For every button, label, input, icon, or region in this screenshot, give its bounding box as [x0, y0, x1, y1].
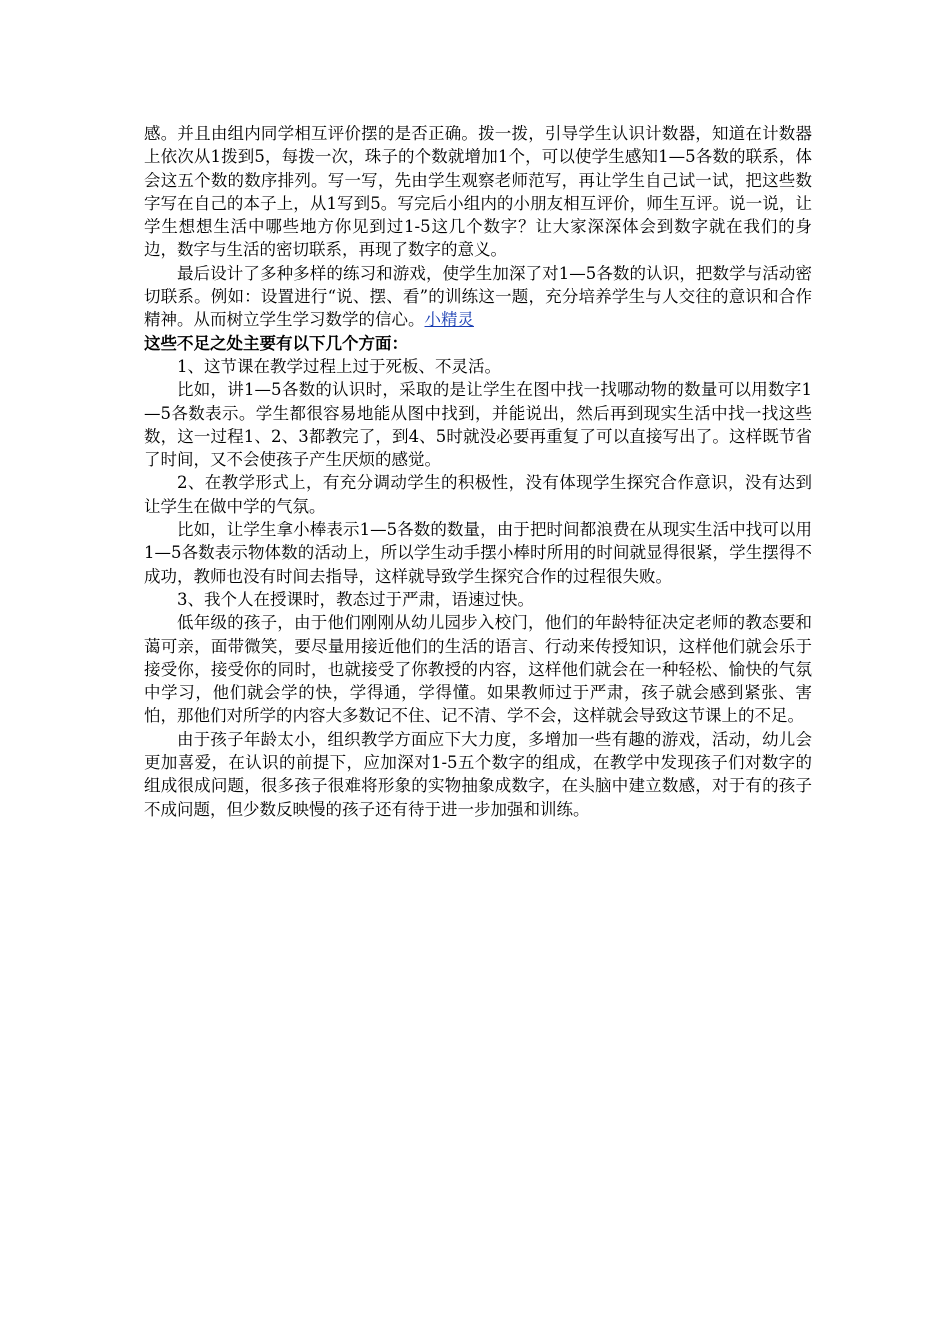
section-heading: 这些不足之处主要有以下几个方面： — [144, 333, 408, 353]
paragraph-continuation: 感。并且由组内同学相互评价摆的是否正确。拨一拨，引导学生认识计数器，知道在计数器上依次从1拨到5，每拨一次，珠子的个数就增加1个，可以使学生感知1—5各数的联系，体会这五个数的数序排列。写一写，先由学生观察老师范写，再让学生自己试一试，把这些数字写在自己的本子上，从1写到5。写完后小组内的小朋友相互评价，师生互评。说一说，让学生想想生活中哪些地方你见到过1-5这几个数字？让大家深深体会到数字就在我们的身边，数字与生活的密切联系，再现了数字的意义。 — [144, 124, 812, 260]
closing-paragraph: 由于孩子年龄太小，组织教学方面应下大力度，多增加一些有趣的游戏，活动，幼儿会更加喜爱，在认识的前提下，应加深对1-5五个数字的组成，在教学中发现孩子们对数字的组成很成问题，很多孩子很难将形象的实物抽象成数字，在头脑中建立数感，对于有的孩子不成问题，但少数反映慢的孩子还有待于进一步加强和训练。 — [144, 729, 812, 819]
point-3-explanation: 低年级的孩子，由于他们刚刚从幼儿园步入校门，他们的年龄特征决定老师的教态要和蔼可亲，面带微笑，要尽量用接近他们的生活的语言、行动来传授知识，这样他们就会乐于接受你，接受你的同时，也就接受了你教授的内容，这样他们就会在一种轻松、愉快的气氛中学习，他们就会学的快，学得通，学得懂。如果教师过于严肃，孩子就会感到紧张、害怕，那他们对所学的内容大多数记不住、记不清、学不会，这样就会导致这节课上的不足。 — [144, 613, 812, 726]
xiaojingling-link[interactable]: 小精灵 — [424, 310, 474, 330]
point-2-title: 2、在教学形式上，有充分调动学生的积极性，没有体现学生探究合作意识，没有达到让学生在做中学的气氛。 — [144, 473, 812, 516]
point-3-title: 3、我个人在授课时，教态过于严肃，语速过快。 — [177, 589, 534, 609]
point-2-example: 比如，让学生拿小棒表示1—5各数的数量，由于把时间都浪费在从现实生活中找可以用1—5各数表示物体数的活动上，所以学生动手摆小棒时所用的时间就显得很紧，学生摆得不成功，教师也没有时间去指导，这样就导致学生探究合作的过程很失败。 — [144, 520, 812, 586]
point-1-example: 比如，讲1—5各数的认识时，采取的是让学生在图中找一找哪动物的数量可以用数字1—5各数表示。学生都很容易地能从图中找到，并能说出，然后再到现实生活中找一找这些数，这一过程1、2、3都教完了，到4、5时就没必要再重复了可以直接写出了。这样既节省了时间，又不会使孩子产生厌烦的感觉。 — [144, 380, 812, 470]
point-1-title: 1、这节课在教学过程上过于死板、不灵活。 — [177, 356, 501, 376]
document-body — [144, 122, 812, 821]
paragraph-summary-text: 最后设计了多种多样的练习和游戏，使学生加深了对1—5各数的认识，把数学与活动密切联系。例如：设置进行“说、摆、看”的训练这一题，充分培养学生与人交往的意识和合作精神。从而树立学生学习数学的信心。 — [144, 263, 812, 330]
paragraph-summary — [144, 262, 812, 332]
